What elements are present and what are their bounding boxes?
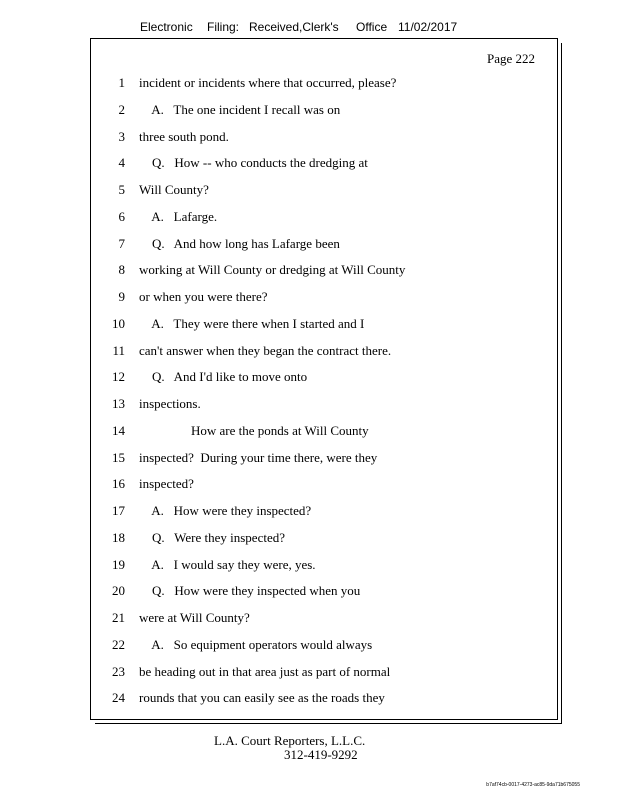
- line-number: 16: [112, 476, 125, 492]
- transcript-line: [91, 503, 557, 523]
- line-number: 24: [112, 690, 125, 706]
- line-text: rounds that you can easily see as the roads they: [139, 690, 385, 706]
- line-text: How are the ponds at Will County: [139, 422, 369, 438]
- line-number: 12: [112, 369, 125, 385]
- line-number: 2: [118, 101, 125, 117]
- line-text: Will County?: [139, 182, 209, 197]
- transcript-line: [91, 102, 557, 122]
- line-number: 15: [112, 449, 125, 465]
- line-number: 20: [112, 583, 125, 599]
- filing-header-word-received: Received,Clerk's: [249, 20, 339, 34]
- transcript-line: [91, 316, 557, 336]
- transcript-line: [91, 182, 557, 202]
- transcript-line: [91, 664, 557, 684]
- line-text: inspections.: [139, 396, 201, 411]
- line-text: A. They were there when I started and I: [139, 315, 365, 331]
- line-text: Q. How were they inspected when you: [139, 583, 361, 599]
- court-reporter-firm: L.A. Court Reporters, L.L.C.: [214, 733, 366, 748]
- line-text: incident or incidents where that occurred, please?: [139, 75, 397, 90]
- filing-header-word-office: Office: [356, 20, 388, 34]
- line-number: 21: [112, 610, 125, 625]
- line-number: 23: [112, 663, 125, 679]
- line-text: inspected? During your time there, were they: [139, 449, 378, 465]
- line-text: A. So equipment operators would always: [139, 636, 373, 652]
- court-reporter-phone: 312-419-9292: [284, 747, 358, 762]
- line-number: 22: [112, 636, 125, 652]
- line-number: 3: [118, 128, 125, 144]
- line-number: 14: [112, 422, 125, 438]
- document-hash: b7af74cb-0017-4273-ac85-9da71b675055: [486, 782, 580, 788]
- line-text: inspected?: [139, 476, 194, 492]
- transcript-page: [90, 38, 558, 720]
- filing-header-date: 11/02/2017: [398, 20, 458, 34]
- line-number: 5: [118, 182, 125, 197]
- transcript-line: [91, 476, 557, 496]
- line-text: were at Will County?: [139, 610, 250, 625]
- line-number: 18: [112, 529, 125, 545]
- line-text: A. Lafarge.: [139, 208, 218, 224]
- line-number: 7: [118, 235, 125, 251]
- line-text: three south pond.: [139, 128, 229, 144]
- line-number: 19: [112, 556, 125, 572]
- transcript-line: [91, 236, 557, 256]
- transcript-line: [91, 583, 557, 603]
- line-text: A. The one incident I recall was on: [139, 101, 341, 117]
- filing-header-word-electronic: Electronic: [140, 20, 193, 34]
- transcript-line: [91, 369, 557, 389]
- transcript-line: [91, 423, 557, 443]
- transcript-line: [91, 343, 557, 363]
- line-text: Q. How -- who conducts the dredging at: [139, 155, 368, 171]
- transcript-line: [91, 262, 557, 282]
- page-number: Page 222: [486, 51, 535, 66]
- line-text: can't answer when they began the contract there.: [139, 342, 392, 358]
- line-number: 17: [112, 503, 125, 518]
- transcript-line: [91, 610, 557, 630]
- line-number: 13: [112, 396, 125, 411]
- line-number: 9: [118, 289, 125, 304]
- line-text: A. I would say they were, yes.: [139, 556, 316, 572]
- line-number: 1: [118, 75, 125, 90]
- line-number: 10: [112, 315, 125, 331]
- line-text: be heading out in that area just as part of normal: [139, 663, 391, 679]
- transcript-line: [91, 209, 557, 229]
- line-text: or when you were there?: [139, 289, 268, 304]
- line-number: 4: [118, 155, 125, 171]
- line-number: 6: [118, 208, 125, 224]
- transcript-line: [91, 396, 557, 416]
- transcript-line: [91, 557, 557, 577]
- transcript-line: [91, 637, 557, 657]
- filing-header-word-filing: Filing:: [207, 20, 240, 34]
- transcript-line: [91, 289, 557, 309]
- line-text: Q. Were they inspected?: [139, 529, 285, 545]
- transcript-line: [91, 690, 557, 710]
- transcript-line: [91, 530, 557, 550]
- transcript-line: [91, 75, 557, 95]
- line-text: A. How were they inspected?: [139, 503, 312, 518]
- transcript-line: [91, 129, 557, 149]
- line-number: 11: [112, 342, 125, 358]
- line-text: Q. And I'd like to move onto: [139, 369, 308, 385]
- line-text: Q. And how long has Lafarge been: [139, 235, 340, 251]
- transcript-line: [91, 155, 557, 175]
- filing-header: [0, 20, 618, 38]
- line-text: working at Will County or dredging at Will County: [139, 262, 406, 278]
- transcript-line: [91, 450, 557, 470]
- line-number: 8: [118, 262, 125, 278]
